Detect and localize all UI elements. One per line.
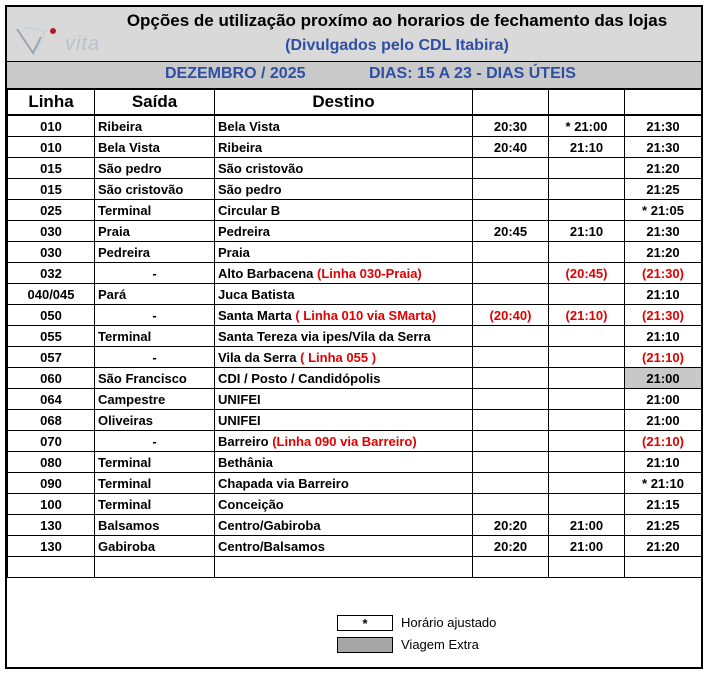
- cell-linha: 055: [8, 326, 95, 347]
- destino-note: (Linha 090 via Barreiro): [272, 433, 417, 449]
- table-row: [8, 431, 702, 452]
- cell-time-2: [549, 158, 625, 179]
- cell-linha: 130: [8, 536, 95, 557]
- destino-note: (Linha 030-Praia): [317, 265, 422, 281]
- cell-saida: Ribeira: [95, 115, 215, 137]
- cell-time-1: 20:20: [473, 515, 549, 536]
- destino-text: Santa Tereza via ipes/Vila da Serra: [218, 328, 431, 344]
- cell-time-1: [473, 284, 549, 305]
- cell-time-3: 21:30: [625, 221, 702, 242]
- cell-time-3: 21:30: [625, 137, 702, 158]
- vita-logo: [15, 23, 105, 57]
- table-row: [8, 494, 702, 515]
- destino-text: Centro/Gabiroba: [218, 517, 321, 533]
- cell-destino: [215, 557, 473, 578]
- cell-linha: 015: [8, 179, 95, 200]
- page-subtitle: (Divulgados pelo CDL Itabira): [285, 37, 509, 54]
- destino-text: Circular B: [218, 202, 281, 218]
- cell-time-3: * 21:05: [625, 200, 702, 221]
- cell-saida: Balsamos: [95, 515, 215, 536]
- table-row: [8, 557, 702, 578]
- cell-linha: 080: [8, 452, 95, 473]
- destino-text: Pedreira: [218, 223, 271, 239]
- cell-destino: [215, 452, 473, 473]
- col-header: Destino: [215, 90, 473, 116]
- adjusted-swatch: *: [337, 615, 393, 631]
- table-row: [8, 347, 702, 368]
- destino-text: Santa Marta: [218, 307, 292, 323]
- cell-destino: [215, 347, 473, 368]
- table-row: [8, 305, 702, 326]
- col-header: [473, 90, 549, 116]
- cell-destino: [215, 515, 473, 536]
- cell-destino: [215, 200, 473, 221]
- cell-time-2: [549, 347, 625, 368]
- cell-time-2: 21:10: [549, 137, 625, 158]
- cell-linha: 064: [8, 389, 95, 410]
- schedule-table: [7, 89, 702, 578]
- cell-time-3: 21:20: [625, 536, 702, 557]
- cell-time-3: 21:00: [625, 410, 702, 431]
- cell-time-1: [473, 431, 549, 452]
- table-row: [8, 284, 702, 305]
- table-row: [8, 137, 702, 158]
- cell-time-2: [549, 473, 625, 494]
- cell-saida: Praia: [95, 221, 215, 242]
- cell-time-3: (21:10): [625, 431, 702, 452]
- cell-time-3: 21:20: [625, 242, 702, 263]
- destino-text: Barreiro: [218, 433, 269, 449]
- cell-time-2: [549, 284, 625, 305]
- cell-time-2: 21:00: [549, 536, 625, 557]
- cell-saida: -: [95, 431, 215, 452]
- col-header: Linha: [8, 90, 95, 116]
- cell-linha: [8, 557, 95, 578]
- cell-linha: 032: [8, 263, 95, 284]
- cell-linha: 057: [8, 347, 95, 368]
- table-row: [8, 473, 702, 494]
- cell-time-3: 21:00: [625, 389, 702, 410]
- cell-linha: 060: [8, 368, 95, 389]
- cell-time-1: [473, 557, 549, 578]
- cell-time-1: [473, 200, 549, 221]
- cell-linha: 030: [8, 242, 95, 263]
- cell-saida: Pedreira: [95, 242, 215, 263]
- cell-destino: [215, 179, 473, 200]
- cell-destino: [215, 431, 473, 452]
- cell-time-1: [473, 263, 549, 284]
- cell-destino: [215, 305, 473, 326]
- cell-time-1: (20:40): [473, 305, 549, 326]
- cell-time-1: [473, 473, 549, 494]
- cell-saida: Bela Vista: [95, 137, 215, 158]
- cell-saida: Gabiroba: [95, 536, 215, 557]
- cell-linha: 050: [8, 305, 95, 326]
- cell-saida: São cristovão: [95, 179, 215, 200]
- col-header: [549, 90, 625, 116]
- cell-saida: São pedro: [95, 158, 215, 179]
- cell-time-1: 20:20: [473, 536, 549, 557]
- cell-time-3: (21:30): [625, 263, 702, 284]
- days-label: DIAS: 15 A 23 - DIAS ÚTEIS: [369, 65, 576, 82]
- cell-destino: [215, 263, 473, 284]
- cell-linha: 015: [8, 158, 95, 179]
- cell-saida: Terminal: [95, 473, 215, 494]
- cell-saida: -: [95, 305, 215, 326]
- cell-time-3: 21:10: [625, 326, 702, 347]
- cell-destino: [215, 158, 473, 179]
- table-body: [8, 115, 702, 578]
- table-row: [8, 179, 702, 200]
- cell-time-2: 21:00: [549, 515, 625, 536]
- cell-linha: 068: [8, 410, 95, 431]
- cell-time-3: 21:00: [625, 368, 702, 389]
- destino-text: Conceição: [218, 496, 284, 512]
- destino-text: São cristovão: [218, 160, 304, 176]
- header: [7, 7, 701, 62]
- cell-saida: -: [95, 263, 215, 284]
- cell-time-2: [549, 389, 625, 410]
- cell-time-1: [473, 326, 549, 347]
- cell-time-2: 21:10: [549, 221, 625, 242]
- month-label: DEZEMBRO / 2025: [165, 65, 306, 82]
- cell-time-1: [473, 347, 549, 368]
- cell-destino: [215, 326, 473, 347]
- cell-linha: 025: [8, 200, 95, 221]
- cell-time-2: [549, 557, 625, 578]
- cell-time-1: [473, 179, 549, 200]
- schedule-sheet: [5, 5, 703, 669]
- adjusted-label: Horário ajustado: [401, 615, 497, 630]
- cell-time-3: 21:10: [625, 284, 702, 305]
- cell-time-2: [549, 200, 625, 221]
- cell-time-3: * 21:10: [625, 473, 702, 494]
- cell-time-3: [625, 557, 702, 578]
- table-row: [8, 158, 702, 179]
- table-row: [8, 200, 702, 221]
- cell-saida: Terminal: [95, 494, 215, 515]
- cell-time-2: [549, 368, 625, 389]
- cell-destino: [215, 137, 473, 158]
- cell-saida: Pará: [95, 284, 215, 305]
- period-banner: [7, 62, 701, 89]
- cell-saida: Terminal: [95, 452, 215, 473]
- cell-time-3: 21:15: [625, 494, 702, 515]
- cell-time-3: (21:10): [625, 347, 702, 368]
- logo-text: vita: [65, 33, 101, 55]
- table-row: [8, 368, 702, 389]
- table-row: [8, 389, 702, 410]
- cell-time-1: 20:40: [473, 137, 549, 158]
- cell-time-1: [473, 158, 549, 179]
- cell-time-2: (21:10): [549, 305, 625, 326]
- table-row: [8, 221, 702, 242]
- cell-linha: 130: [8, 515, 95, 536]
- cell-destino: [215, 115, 473, 137]
- cell-destino: [215, 494, 473, 515]
- cell-saida: Terminal: [95, 200, 215, 221]
- cell-destino: [215, 389, 473, 410]
- table-row: [8, 263, 702, 284]
- cell-time-2: [549, 494, 625, 515]
- cell-time-3: 21:10: [625, 452, 702, 473]
- table-header-row: [8, 90, 702, 116]
- destino-note: ( Linha 010 via SMarta): [295, 307, 437, 323]
- cell-destino: [215, 284, 473, 305]
- destino-note: ( Linha 055 ): [300, 349, 377, 365]
- destino-text: UNIFEI: [218, 412, 261, 428]
- cell-linha: 100: [8, 494, 95, 515]
- table-row: [8, 326, 702, 347]
- cell-time-1: [473, 389, 549, 410]
- destino-text: Centro/Balsamos: [218, 538, 325, 554]
- cell-linha: 010: [8, 137, 95, 158]
- cell-time-1: [473, 368, 549, 389]
- cell-linha: 070: [8, 431, 95, 452]
- destino-text: São pedro: [218, 181, 282, 197]
- cell-time-3: (21:30): [625, 305, 702, 326]
- destino-text: Bethânia: [218, 454, 273, 470]
- table-row: [8, 452, 702, 473]
- destino-text: Ribeira: [218, 139, 263, 155]
- cell-destino: [215, 536, 473, 557]
- cell-time-2: (20:45): [549, 263, 625, 284]
- cell-destino: [215, 368, 473, 389]
- cell-saida: -: [95, 347, 215, 368]
- cell-time-1: [473, 494, 549, 515]
- cell-time-2: [549, 431, 625, 452]
- cell-destino: [215, 242, 473, 263]
- col-header: Saída: [95, 90, 215, 116]
- table-row: [8, 242, 702, 263]
- cell-time-1: 20:30: [473, 115, 549, 137]
- cell-linha: 090: [8, 473, 95, 494]
- destino-text: Praia: [218, 244, 250, 260]
- cell-time-2: [549, 179, 625, 200]
- cell-time-1: [473, 452, 549, 473]
- cell-linha: 030: [8, 221, 95, 242]
- cell-time-3: 21:25: [625, 179, 702, 200]
- extra-label: Viagem Extra: [401, 637, 479, 652]
- cell-time-3: 21:25: [625, 515, 702, 536]
- cell-saida: [95, 557, 215, 578]
- destino-text: UNIFEI: [218, 391, 261, 407]
- cell-time-2: [549, 242, 625, 263]
- page-title: Opções de utilização proxímo ao horarios de fechamento das lojas: [126, 11, 668, 30]
- cell-linha: 040/045: [8, 284, 95, 305]
- destino-text: Alto Barbacena: [218, 265, 314, 281]
- destino-text: CDI / Posto / Candidópolis: [218, 370, 381, 386]
- destino-text: Vila da Serra: [218, 349, 297, 365]
- cell-linha: 010: [8, 115, 95, 137]
- cell-time-2: * 21:00: [549, 115, 625, 137]
- extra-swatch: [337, 637, 393, 653]
- col-header: [625, 90, 702, 116]
- cell-saida: Oliveiras: [95, 410, 215, 431]
- cell-time-1: [473, 242, 549, 263]
- cell-time-3: 21:30: [625, 115, 702, 137]
- cell-time-1: 20:45: [473, 221, 549, 242]
- cell-time-2: [549, 326, 625, 347]
- table-row: [8, 410, 702, 431]
- cell-saida: Terminal: [95, 326, 215, 347]
- table-row: [8, 115, 702, 137]
- cell-saida: Campestre: [95, 389, 215, 410]
- cell-time-2: [549, 410, 625, 431]
- cell-destino: [215, 221, 473, 242]
- destino-text: Chapada via Barreiro: [218, 475, 349, 491]
- destino-text: Bela Vista: [218, 118, 280, 134]
- cell-saida: São Francisco: [95, 368, 215, 389]
- cell-destino: [215, 473, 473, 494]
- cell-time-3: 21:20: [625, 158, 702, 179]
- cell-time-1: [473, 410, 549, 431]
- table-row: [8, 536, 702, 557]
- cell-destino: [215, 410, 473, 431]
- cell-time-2: [549, 452, 625, 473]
- table-row: [8, 515, 702, 536]
- destino-text: Juca Batista: [218, 286, 295, 302]
